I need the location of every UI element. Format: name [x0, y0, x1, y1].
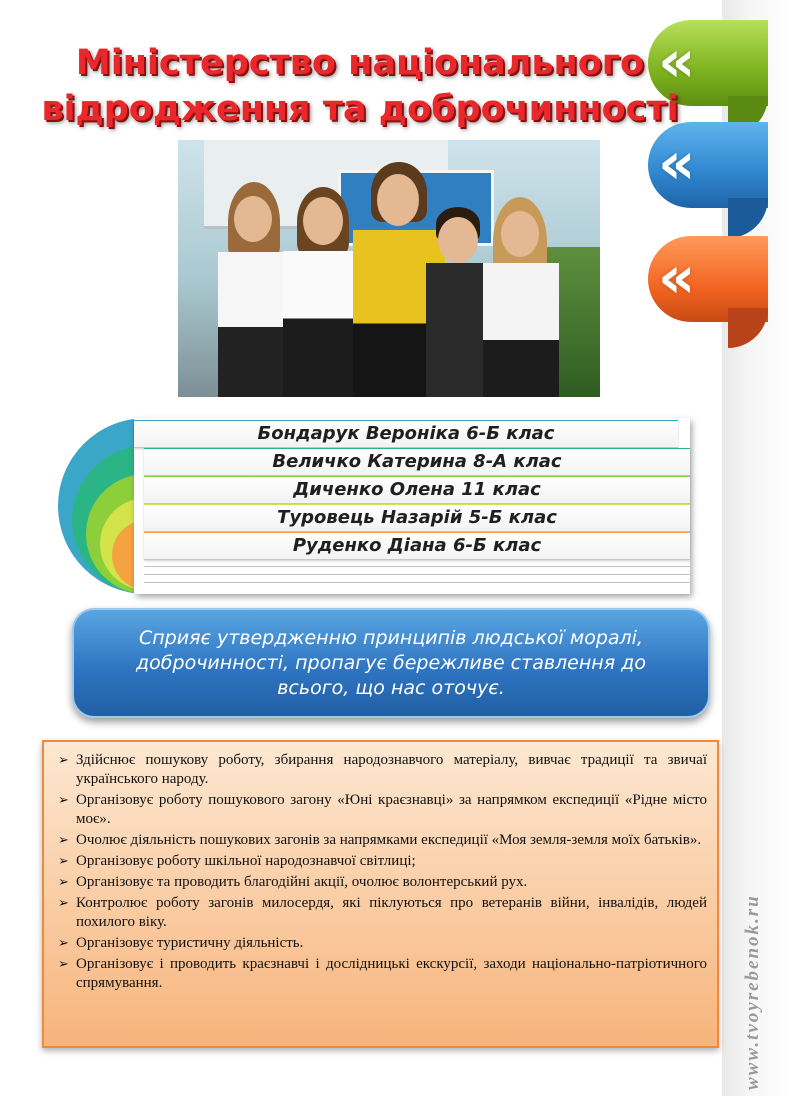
list-item: ➢ Організовує роботу пошукового загону «Юні краєзнавці» за напрямком експедиції «Рідне місто моє».	[58, 792, 707, 827]
arrow-bullet-icon: ➢	[58, 854, 69, 869]
member-name: Диченко Олена 11 клас	[144, 476, 690, 504]
member-name: Туровець Назарій 5-Б клас	[144, 504, 690, 532]
arrow-bullet-icon: ➢	[58, 896, 69, 911]
list-item: ➢ Організовує туристичну діяльність.	[58, 935, 304, 951]
ribbon-blue	[648, 122, 768, 208]
group-photo	[178, 140, 600, 397]
chevron-left-icon: «	[658, 129, 696, 197]
member-name: Руденко Діана 6-Б клас	[144, 532, 690, 560]
site-watermark: www.tvoyrebenok.ru	[742, 894, 763, 1090]
list-divider	[144, 582, 690, 583]
chevron-left-icon: «	[658, 243, 696, 311]
title-line-2: відродження та доброчинності	[41, 89, 679, 129]
mission-text: Сприяє утвердженню принципів людської моралі, доброчинності, пропагує бережливе ставлення до всього, що нас оточує.	[136, 626, 646, 699]
member-name: Бондарук Вероніка 6-Б клас	[134, 420, 678, 448]
list-divider	[144, 566, 690, 567]
photo-person	[283, 187, 363, 397]
list-item: ➢ Організовує і проводить краєзнавчі і дослідницькі екскурсії, заходи національно-патріотичного спрямування.	[58, 956, 707, 991]
list-item: ➢ Організовує роботу шкільної народознавчої світлиці;	[58, 853, 416, 869]
duties-panel	[42, 740, 719, 1048]
duties-list	[58, 751, 707, 993]
member-name: Величко Катерина 8-А клас	[144, 448, 690, 476]
mission-statement	[72, 608, 710, 718]
arrow-bullet-icon: ➢	[58, 793, 69, 808]
list-item: ➢ Очолює діяльність пошукових загонів за напрямками експедиції «Моя земля-земля моїх батьків».	[58, 832, 702, 848]
arrow-bullet-icon: ➢	[58, 833, 69, 848]
list-item: ➢ Здійснює пошукову роботу, збирання народознавчого матеріалу, вивчає традиції та звичаї українського народу.	[58, 752, 707, 787]
list-item: ➢ Контролює роботу загонів милосердя, які піклуються про ветеранів війни, інвалідів, людей похилого віку.	[58, 895, 707, 930]
list-item: ➢ Організовує та проводить благодійні акції, очолює волонтерський рух.	[58, 874, 528, 890]
page-title	[40, 40, 680, 132]
title-line-1: Міністерство національного	[75, 43, 645, 83]
arrow-bullet-icon: ➢	[58, 957, 69, 972]
photo-person	[483, 197, 558, 397]
list-divider	[144, 574, 690, 575]
arrow-bullet-icon: ➢	[58, 936, 69, 951]
photo-person	[218, 182, 288, 397]
arrow-bullet-icon: ➢	[58, 875, 69, 890]
arrow-bullet-icon: ➢	[58, 753, 69, 768]
ribbon-orange	[648, 236, 768, 322]
chevron-left-icon: «	[658, 27, 696, 95]
